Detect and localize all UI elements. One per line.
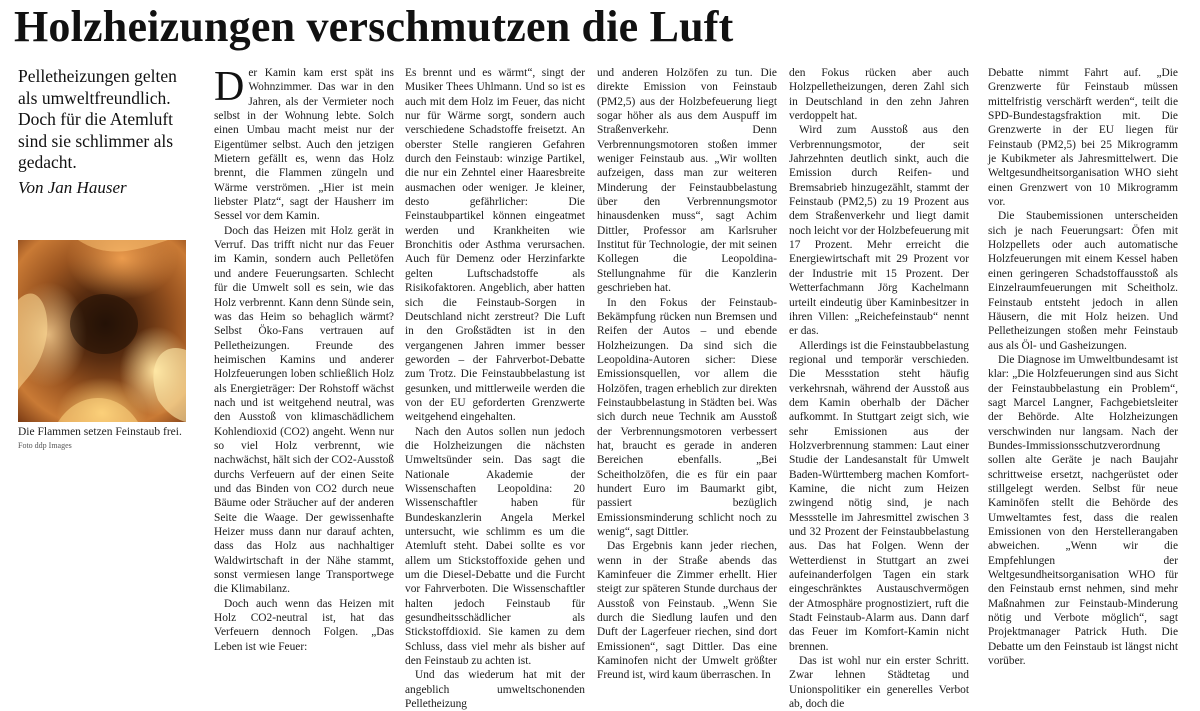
paragraph: Doch das Heizen mit Holz gerät in Verruf. Das trifft nicht nur das Feuer im Kamin, sondern auch Pelletöfen und andere Feuerungsarten. Schlecht für die Umwelt soll es sein, wie das Holz verbrennt. Kann denn Sünde sein, was das Heim so behaglich wärmt? Selbst Öko-Fans vertrauen auf Pelletheizungen. Freunde des heimischen Kamins und anderer Holzfeuerungen loben schließlich Holz als Energieträger: Der Rohstoff wächst nach und ist weitgehend neutral, was den Ausstoß von klimaschädlichem Kohlendioxid (CO2) angeht. Wenn nur so viel Holz verbrennt, wie nachwächst, hält sich der CO2-Ausstoß durchs Verfeuern auf der einen Seite und das Binden von CO2 durch neue Bäume oder Sträucher auf der anderen Seite die Waage. Der gewissenhafte Heizer muss dann nur darauf achten, dass das Holz aus nachhaltiger Waldwirtschaft in der Nähe stammt, sonst vermiesen lange Transportwege die Klimabilanz. bbox=[214, 224, 394, 596]
paragraph: Nach den Autos sollen nun jedoch die Holzheizungen die nächsten Umweltsünder sein. Das sagt die Nationale Akademie der Wissenschaften Leopoldina: 20 Wissenschaftler haben für Bundeskanzlerin Angela Merkel untersucht, wie schlimm es um die Atemluft steht. Dabei sollte es vor allem um Stickstoffoxide gehen und um die Diesel-Debatte und die Furcht vor Fahrverboten. Die Wissenschaftler halten jedoch Feinstaub für gesundheitsschädlicher als Stickstoffdioxid. Sie kamen zu dem Schluss, dass viel mehr als bisher auf den Feinstaub zu achten ist. bbox=[405, 425, 585, 668]
article-column-4 bbox=[789, 66, 969, 711]
paragraph: Die Staubemissionen unterscheiden sich je nach Feuerungsart: Öfen mit Holzpellets oder auch automatische Holzfeuerungen mit einem Kessel haben einen geringeren Schadstoffausstoß als Einzelraumfeuerungen mit Scheitholz. Feinstaub entsteht jedoch in allen Häusern, die mit Holz heizen. Und Pelletheizungen stoßen mehr Feinstaub aus als Öl- und Gasheizungen. bbox=[988, 210, 1178, 352]
paragraph: Allerdings ist die Feinstaubbelastung regional und temporär verschieden. Die Messstation steht häufig verkehrsnah, während der Ausstoß aus dem Kamin oberhalb der Dächer aufkommt. In Stuttgart zeigt sich, wie sehr Emissionen aus der Holzverbrennung stammen: Laut einer Studie der Landesanstalt für Umwelt Baden-Württemberg machen Komfort-Kamine, die nicht zum Heizen zwingend nötig sind, je nach Messstelle im Jahresmittel zwischen 3 und 32 Prozent der Feinstaubbelastung aus. Das hat Folgen. Wenn der Wetterdienst in Stuttgart an zwei aufeinanderfolgen Tagen ein stark eingeschränktes Austauschvermögen der Atmosphäre prognostiziert, ruft die Stadt Feinstaub-Alarm aus. Dann darf das Feuer im Komfort-Kamin nicht brennen. bbox=[789, 339, 969, 653]
article-column-2 bbox=[405, 66, 585, 711]
article-column-3 bbox=[597, 66, 777, 682]
article-headline: Holzheizungen verschmutzen die Luft bbox=[14, 2, 734, 51]
article-byline: Von Jan Hauser bbox=[18, 178, 127, 197]
paragraph: Die Diagnose im Umweltbundesamt ist klar: „Die Holzfeuerungen sind aus Sicht der Feinstaubbelastung ein Problem“, sagt Marcel Langner, Fachgebietsleiter der Behörde. Alte Holzheizungen verschwinden nur langsam. Nach der Bundes-Immissionsschutzverordnung sollen alte Geräte je nach Baujahr schrittweise ersetzt, nachgerüstet oder stillgelegt werden. Selbst für neue Kaminöfen stellt die Behörde des Umweltamtes fest, dass die realen Emissionen von den Herstellerangaben abweichen. „Wenn wir die Empfehlungen der Weltgesundheitsorganisation WHO für den Feinstaub ernst nehmen, sind mehr Maßnahmen zur Feinstaub-Minderung nötig und Verbote möglich“, sagt Projektmanager Patrick Huth. Die Debatte um den Feinstaub ist längst nicht vorüber. bbox=[988, 353, 1178, 668]
paragraph: er Kamin kam erst spät ins Wohnzimmer. Das war in den Jahren, als der Vermieter noch selbst in der Wohnung lebte. Solch einen Umbau macht meist nur der Eigentümer selbst. Auch den jetzigen Mietern gefällt es, wenn das Holz brennt, die Flammen züngeln und Wärme verströmen. „Hier ist mein liebster Platz“, sagt der Hausherr im Sessel vor dem Kamin. bbox=[214, 67, 394, 223]
paragraph: Und das wiederum hat mit der angeblich umweltschonenden Pelletheizung bbox=[405, 669, 585, 711]
paragraph: In den Fokus der Feinstaub-Bekämpfung rücken nun Bremsen und Reifen der Autos – und ebende Holzheizungen. Da sind sich die Leopoldina-Autoren sicher: Diese Emissionsquellen, vor allem die Holzöfen, tragen erheblich zur direkten Feinstaubbelastung in Städten bei. Was sich durch neue Technik am Ausstoß der Verbrennungsmotoren verbessert hat, braucht es gerade in anderen Bereichen ebenfalls. „Bei Scheitholzöfen, die es für ein paar hundert Euro im Baumarkt gibt, passiert bezüglich Emissionsminderung schlicht noch zu wenig“, sagt Dittler. bbox=[597, 296, 777, 538]
paragraph: Das Ergebnis kann jeder riechen, wenn in der Straße abends das Kaminfeuer die Zimmer erhellt. Hier steigt zur späteren Stunde durchaus der Ausstoß von Feinstaub. „Wenn Sie durch die Siedlung laufen und den Duft der Lagerfeuer riechen, sind dort Emissionen“, sagt Dittler. Das eine Kaminofen nicht der Umwelt größter Freund ist, wird kaum überraschen. In bbox=[597, 540, 777, 682]
paragraph: Das ist wohl nur ein erster Schritt. Zwar lehnen Städtetag und Unionspolitiker ein generelles Verbot ab, doch die bbox=[789, 655, 969, 711]
article-column-1 bbox=[214, 64, 394, 653]
article-column-5 bbox=[988, 66, 1178, 668]
paragraph: Debatte nimmt Fahrt auf. „Die Grenzwerte für Feinstaub müssen mittelfristig verschärft werden“, teilt die SPD-Bundestagsfraktion mit. Die Grenzwerte in der EU liegen für Feinstaub (PM2,5) bei 25 Mikrogramm je Kubikmeter als Jahresmittelwert. Die Weltgesundheitsorganisation WHO sieht einen Grenzwert von 10 Mikrogramm vor. bbox=[988, 67, 1178, 209]
flame-illustration bbox=[18, 240, 186, 422]
paragraph: Doch auch wenn das Heizen mit Holz CO2-neutral ist, hat das Verfeuern dennoch Folgen. „Das Leben ist wie Feuer: bbox=[214, 597, 394, 653]
paragraph: den Fokus rücken aber auch Holzpelletheizungen, deren Zahl sich in Deutschland in den zehn Jahren verdoppelt hat. bbox=[789, 67, 969, 123]
fire-photo bbox=[18, 240, 186, 422]
paragraph: und anderen Holzöfen zu tun. Die direkte Emission von Feinstaub (PM2,5) aus der Holzbefeuerung liegt sogar höher als aus dem Auspuff im Straßenverkehr. Denn Verbrennungsmotoren stoßen immer weniger Feinstaub aus. „Wir wollten aufzeigen, dass man zur weiteren Minderung der Feinstaubbelastung über den Verbrennungsmotor hinausdenken muss“, sagt Achim Dittler, Professor am Karlsruher Institut für Technologie, der mit seinen Kollegen die Leopoldina-Stellungnahme für die Kanzlerin geschrieben hat. bbox=[597, 67, 777, 295]
photo-caption: Die Flammen setzen Feinstaub frei. bbox=[18, 426, 182, 438]
paragraph: Wird zum Ausstoß aus den Verbrennungsmotor, der seit Jahrzehnten deutlich sinkt, auch die Emission durch Reifen- und Bremsabrieb hinzugezählt, stammt der Feinstaub (PM2,5) zu 19 Prozent aus dem Straßenverkehr und liegt damit noch leicht vor der Holzbefeuerung mit 17 Prozent. Mehr erreicht die Energiewirtschaft mit 29 Prozent vor der Industrie mit 15 Prozent. Der Wetterfachmann Jörg Kachelmann urteilt eindeutig über Kaminbesitzer in ihren Villen: „Reichefeinstaub“ nennt er das. bbox=[789, 124, 969, 338]
paragraph: Es brennt und es wärmt“, singt der Musiker Thees Uhlmann. Und so ist es auch mit dem Holz im Feuer, das nicht nur für Wärme sorgt, sondern auch verschiedene Schadstoffe freisetzt. An oberster Stelle rangieren Gefahren durch den Feinstaub: winzige Partikel, die nur ein Zehntel einer Haaresbreite ausmachen oder weniger. Je kleiner, desto gefährlicher: Die Feinstaubpartikel können eingeatmet werden und Krankheiten wie Bronchitis oder Asthma verursachen. Auch für Demenz oder Herzinfarkte gelten Luftschadstoffe als Risikofaktoren. Angeblich, aber hatten sich die Feinstaub-Sorgen in Deutschland nicht zerstreut? Die Luft in den Großstädten ist in den vergangenen Jahren immer besser geworden – der Fahrverbot-Debatte zum Trotz. Die Feinstaubbelastung ist gesunken, und mittlerweile werden die von der EU geforderten Grenzwerte weitgehend eingehalten. bbox=[405, 67, 585, 424]
drop-cap: D bbox=[214, 64, 245, 110]
photo-credit: Foto ddp Images bbox=[18, 441, 72, 450]
article-teaser: Pelletheizungen gelten als umweltfreundlich. Doch für die Atemluft sind sie schlimmer als gedacht. bbox=[18, 66, 177, 172]
